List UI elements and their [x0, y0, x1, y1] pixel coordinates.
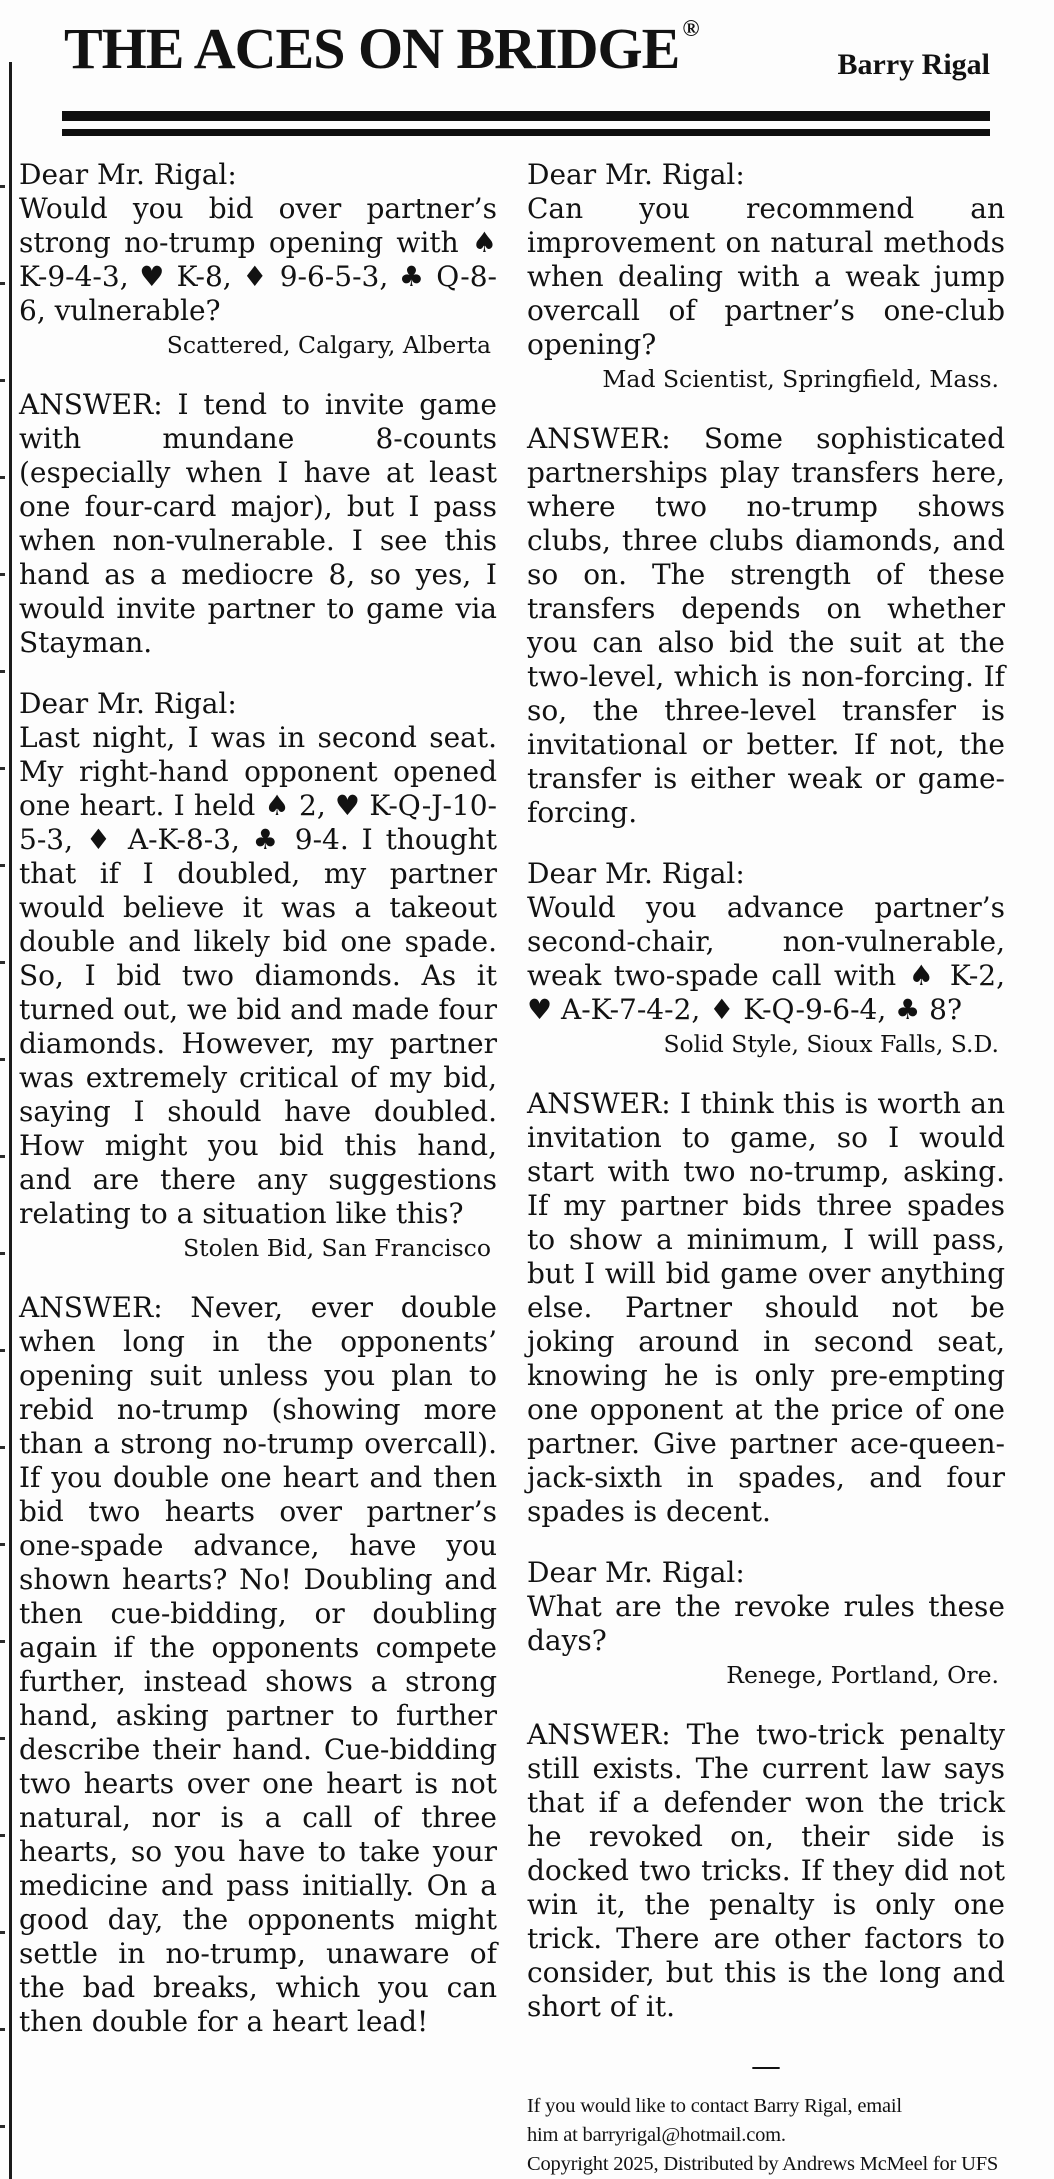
- footer-copyright-line: Copyright 2025, Distributed by Andrews McMeel for UFS: [527, 2153, 999, 2175]
- footer: [527, 2049, 1005, 2179]
- letter-5-salutation: Dear Mr. Rigal:: [527, 1556, 745, 1589]
- masthead-rule-top: [62, 111, 990, 121]
- letter-1-body: Would you bid over partner’s strong no-trump opening with ♠ K-9-4-3, ♥ K-8, ♦ 9-6-5-3, ♣ Q-8-6, vulnerable?: [19, 192, 497, 327]
- right-column: [527, 158, 1005, 2179]
- letter-3-body: Can you recommend an improvement on natural methods when dealing with a weak jump overcall of partner’s one-club opening?: [527, 192, 1005, 361]
- byline: Barry Rigal: [837, 48, 990, 81]
- answer-1: ANSWER: I tend to invite game with mundane 8-counts (especially when I have at least one four-card major), but I pass when non-vulnerable. I see this hand as a mediocre 8, so yes, I would invite partner to game via Stayman.: [19, 388, 497, 659]
- footer-contact-line-2: him at barryrigal@hotmail.com.: [527, 2124, 786, 2146]
- letter-2: [19, 687, 497, 1264]
- left-edge-tick-marks: [0, 185, 5, 2179]
- answer-3: ANSWER: Some sophisticated partnerships play transfers here, where two no-trump shows clubs, three clubs diamonds, and so on. The strength of these transfers depends on whether you can also bid the suit at the two-level, which is non-forcing. If so, the three-level transfer is invitational or better. If not, the transfer is either weak or game-forcing.: [527, 422, 1005, 829]
- letter-4-body: Would you advance partner’s second-chair, non-vulnerable, weak two-spade call with ♠ K-2, ♥ A-K-7-4-2, ♦ K-Q-9-6-4, ♣ 8?: [527, 891, 1005, 1026]
- letter-3-attribution: Mad Scientist, Springfield, Mass.: [602, 365, 999, 393]
- answer-5: ANSWER: The two-trick penalty still exists. The current law says that if a defender won the trick he revoked on, their side is docked two tricks. If they did not win it, the penalty is only one trick. There are other factors to consider, but this is the long and short of it.: [527, 1718, 1005, 2023]
- letter-4-salutation: Dear Mr. Rigal:: [527, 857, 745, 890]
- left-column: [19, 158, 497, 2179]
- letter-2-attribution: Stolen Bid, San Francisco: [183, 1234, 491, 1262]
- publication-title-text: THE ACES ON BRIDGE: [64, 16, 680, 81]
- article-columns: [19, 158, 1035, 2179]
- letter-1-attribution: Scattered, Calgary, Alberta: [166, 331, 491, 359]
- publication-title: [64, 16, 700, 81]
- letter-5-body: What are the revoke rules these days?: [527, 1590, 1005, 1657]
- letter-2-body: Last night, I was in second seat. My right-hand opponent opened one heart. I held ♠ 2, ♥ K-Q-J-10-5-3, ♦ A-K-8-3, ♣ 9-4. I thought that if I doubled, my partner would believe it was a takeout double and likely bid one spade. So, I bid two diamonds. As it turned out, we bid and made four diamonds. However, my partner was extremely critical of my bid, saying I should have doubled. How might you bid this hand, and are there any suggestions relating to a situation like this?: [19, 721, 498, 1230]
- letter-3-salutation: Dear Mr. Rigal:: [527, 158, 745, 191]
- letter-5: [527, 1556, 1005, 1691]
- letter-5-attribution: Renege, Portland, Ore.: [726, 1661, 999, 1689]
- footer-separator-dash: —: [751, 2049, 781, 2084]
- letter-1-salutation: Dear Mr. Rigal:: [19, 158, 237, 191]
- footer-contact-line-1: If you would like to contact Barry Rigal, email: [527, 2095, 902, 2117]
- registered-trademark-symbol: ®: [682, 16, 700, 41]
- letter-2-salutation: Dear Mr. Rigal:: [19, 687, 237, 720]
- letter-4: [527, 857, 1005, 1060]
- answer-2: ANSWER: Never, ever double when long in the opponents’ opening suit unless you plan to rebid no-trump (showing more than a strong no-trump overcall). If you double one heart and then bid two hearts over partner’s one-spade advance, have you shown hearts? No! Doubling and then cue-bidding, or doubling again if the opponents compete further, instead shows a strong hand, asking partner to further describe their hand. Cue-bidding two hearts over one heart is not natural, nor is a call of three hearts, so you have to take your medicine and pass initially. On a good day, the opponents might settle in no-trump, unaware of the bad breaks, which you can then double for a heart lead!: [19, 1291, 497, 2038]
- letter-3: [527, 158, 1005, 395]
- left-vertical-rule: [9, 62, 12, 2179]
- answer-4: ANSWER: I think this is worth an invitation to game, so I would start with two no-trump, asking. If my partner bids three spades to show a minimum, I will pass, but I will bid game over anything else. Partner should not be joking around in second seat, knowing he is only pre-empting one opponent at the price of one partner. Give partner ace-queen-jack-sixth in spades, and four spades is decent.: [527, 1087, 1005, 1528]
- letter-4-attribution: Solid Style, Sioux Falls, S.D.: [663, 1030, 999, 1058]
- masthead-rule-bottom: [62, 129, 990, 136]
- letter-1: [19, 158, 497, 361]
